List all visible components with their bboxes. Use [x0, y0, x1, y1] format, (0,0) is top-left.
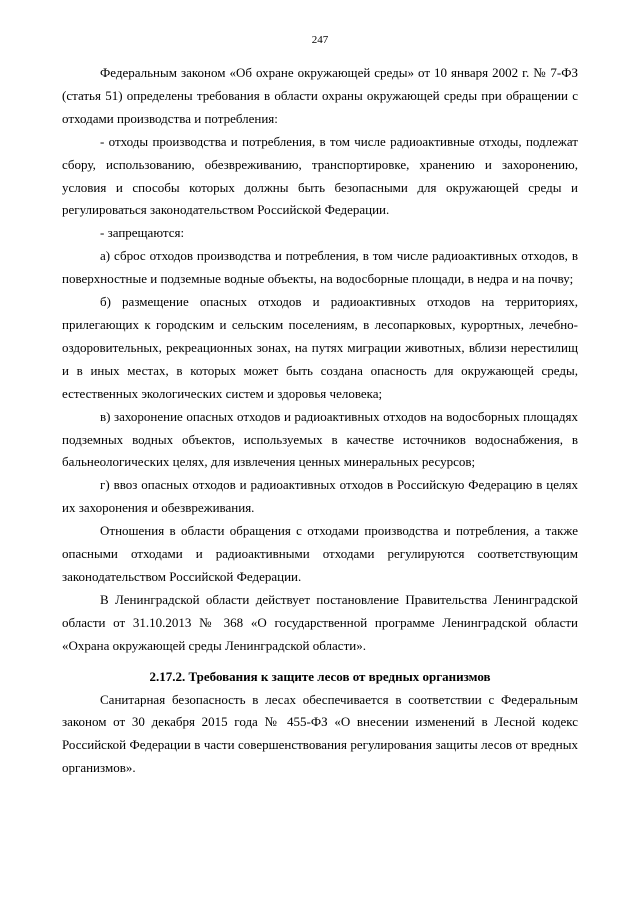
- paragraph-item-b: б) размещение опасных отходов и радиоактивных отходов на территориях, прилегающих к городским и сельским поселениям, в лесопарковых, курортных, лечебно-оздоровительных, рекреационных зонах, на путях миграции животных, вблизи нерестилищ и в иных местах, в которых может быть создана опасность для окружающей среды, естественных экологических систем и здоровья человека;: [62, 294, 578, 401]
- paragraph-forest-safety: Санитарная безопасность в лесах обеспечивается в соответствии с Федеральным законом от 30 декабря 2015 года № 455-ФЗ «О внесении изменений в Лесной кодекс Российской Федерации в части совершенствования регулирования защиты лесов от вредных организмов».: [62, 691, 578, 776]
- paragraph-prohibited-header: - запрещаются:: [100, 225, 185, 241]
- paragraph-law-intro: Федеральным законом «Об охране окружающей среды» от 10 января 2002 г. № 7-ФЗ (статья 51) определены требования в области охраны окружающей среды при обращении с отходами производства и потребления:: [62, 65, 578, 126]
- paragraph-item-g: г) ввоз опасных отходов и радиоактивных отходов в Российскую Федерацию в целях их захоронения и обезвреживания.: [62, 477, 578, 516]
- paragraph-item-v: в) захоронение опасных отходов и радиоактивных отходов на водосборных площадях подземных водных объектов, используемых в качестве источников водоснабжения, в бальнеологических целях, для извлечения ценных минеральных ресурсов;: [62, 408, 578, 470]
- document-body: [62, 62, 578, 780]
- paragraph-relations: Отношения в области обращения с отходами производства и потребления, а также опасными отходами и радиоактивными отходами регулируются соответствующим законодательством Российской Федерации.: [62, 523, 578, 584]
- paragraph-item-a: а) сброс отходов производства и потребления, в том числе радиоактивных отходов, в поверхностные и подземные водные объекты, на водосборные площади, в недра и на почву;: [62, 248, 578, 287]
- page-number: 247: [311, 34, 329, 46]
- paragraph-leningrad-program: В Ленинградской области действует постановление Правительства Ленинградской области от 31.10.2013 № 368 «О государственной программе Ленинградской области «Охрана окружающей среды Ленинградской области».: [62, 591, 578, 653]
- section-heading: 2.17.2. Требования к защите лесов от вредных организмов: [149, 668, 491, 684]
- paragraph-waste-handling: - отходы производства и потребления, в том числе радиоактивные отходы, подлежат сбору, использованию, обезвреживанию, транспортировке, хранению и захоронению, условия и способы которых должны быть безопасными для окружающей среды и регулироваться законодательством Российской Федерации.: [62, 133, 578, 218]
